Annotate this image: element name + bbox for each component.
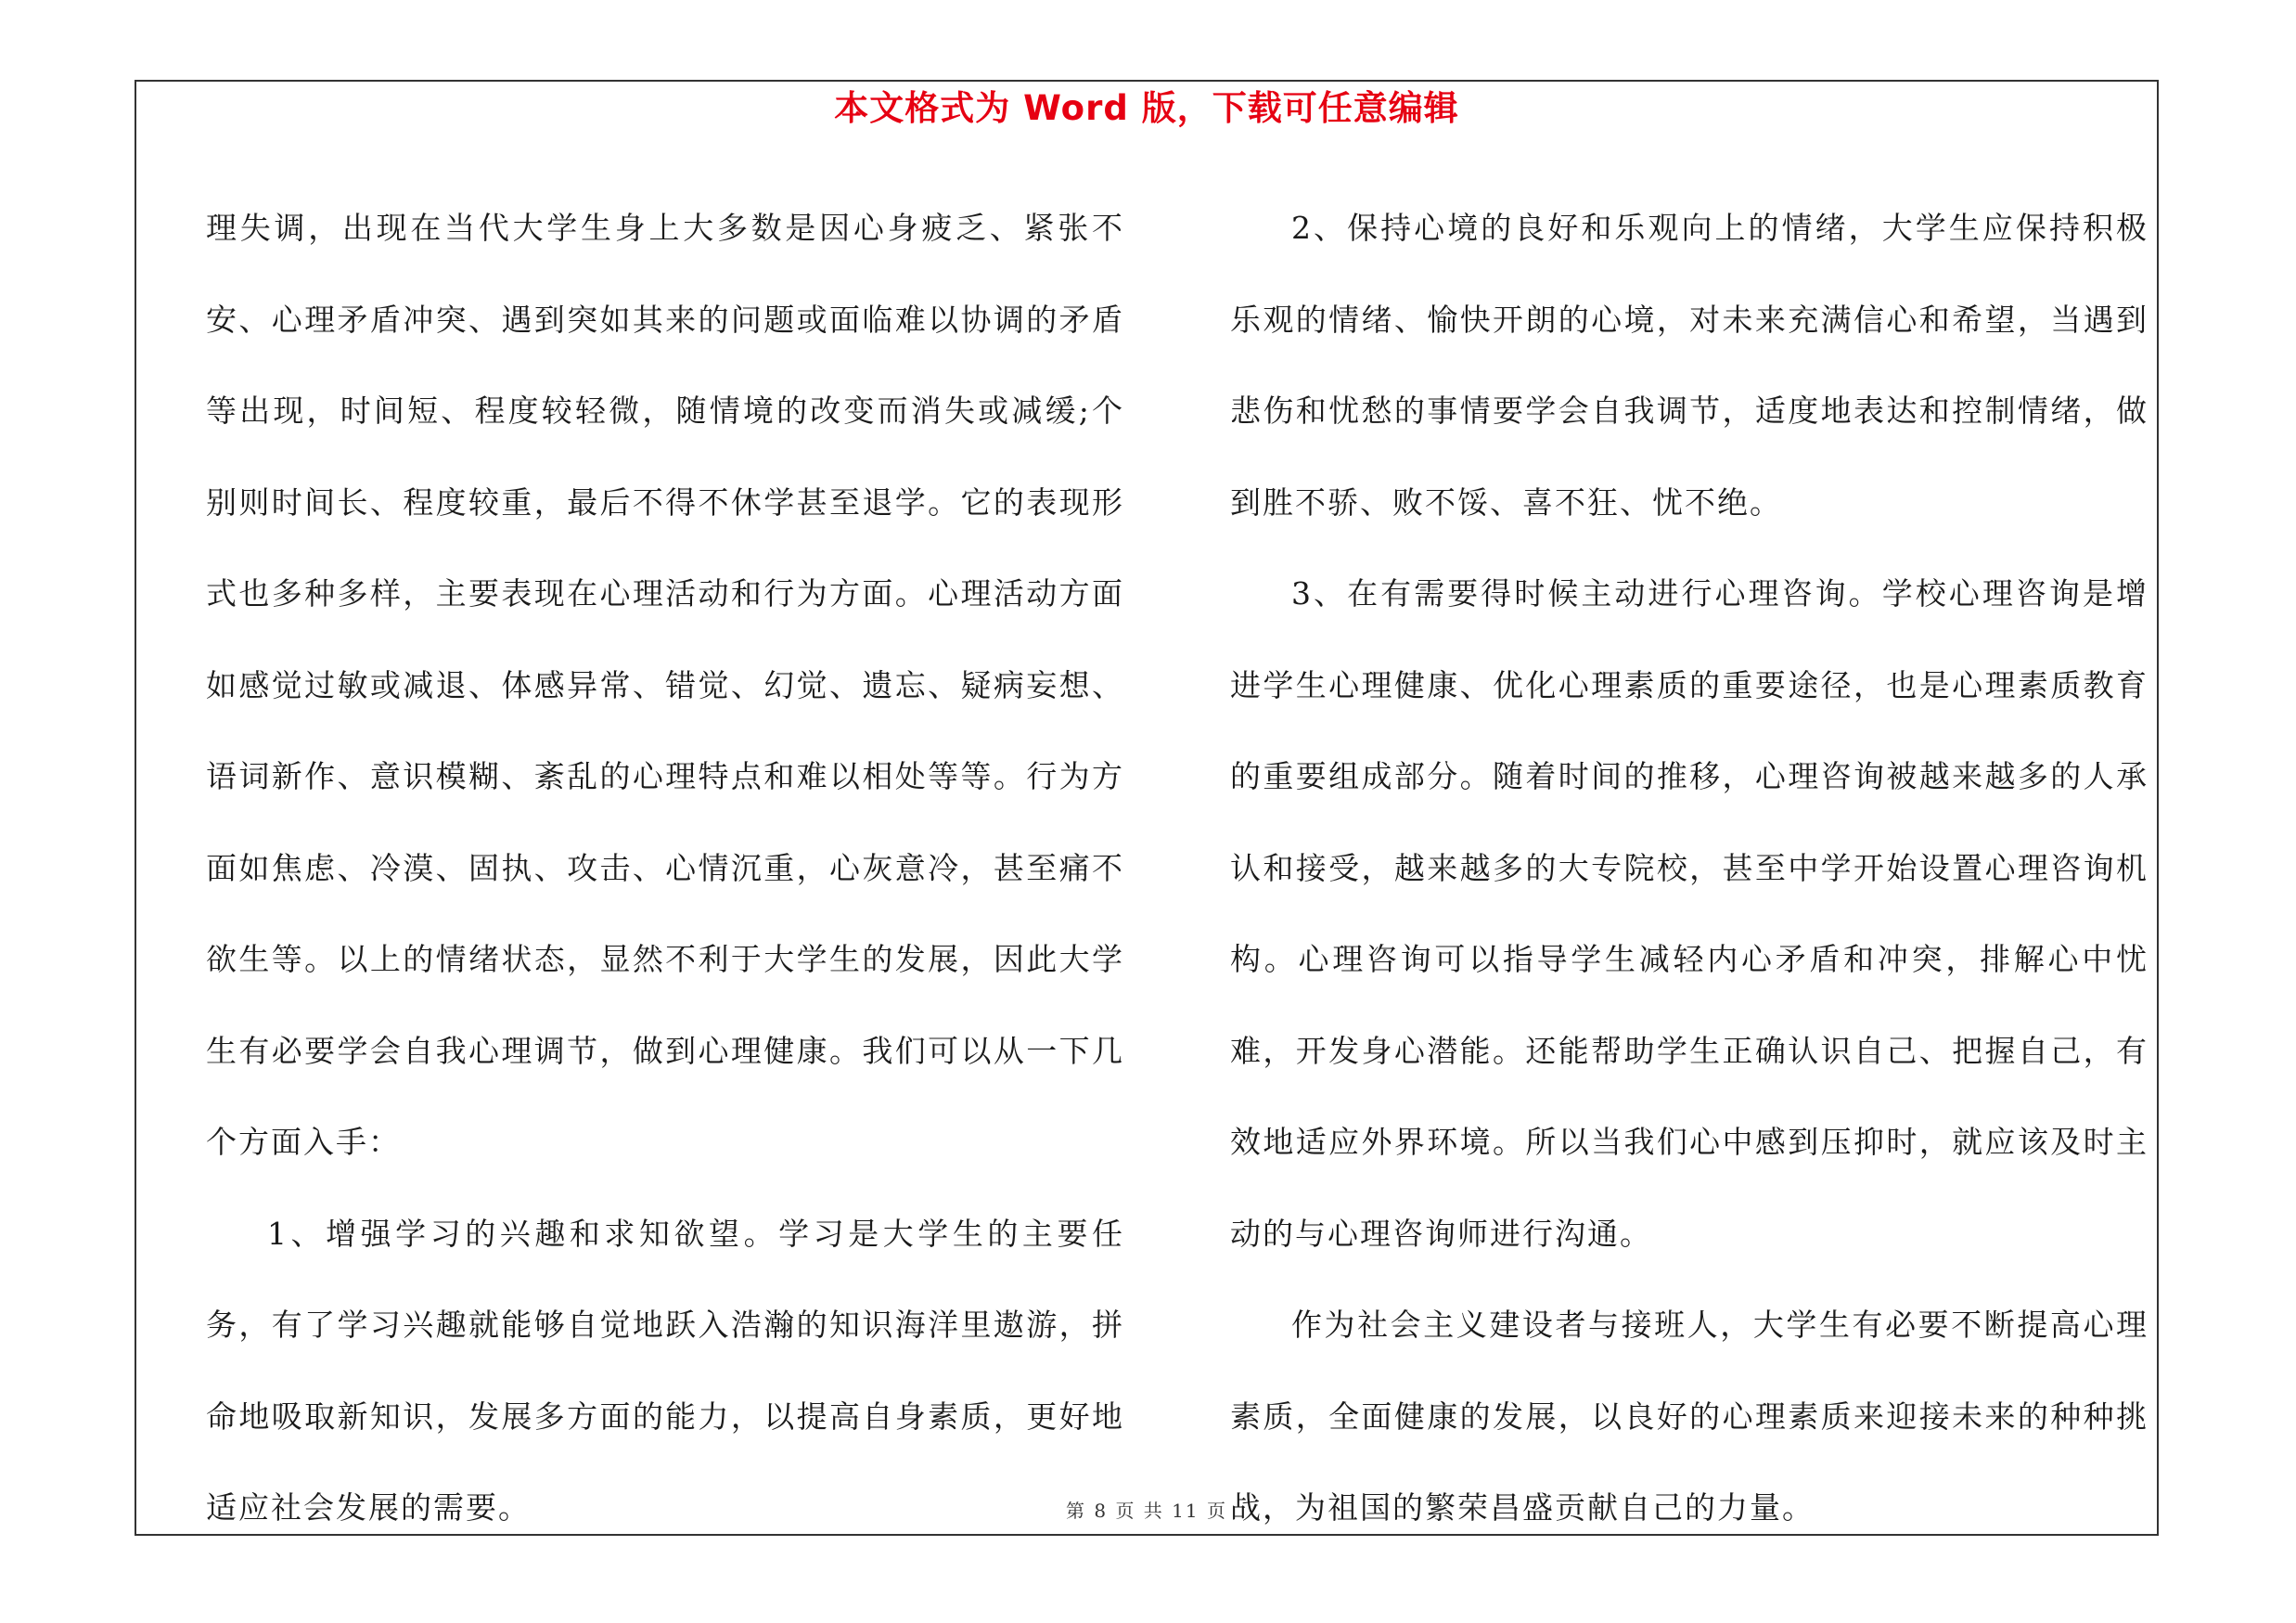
paragraph: 1、增强学习的兴趣和求知欲望。学习是大学生的主要任务，有了学习兴趣就能够自觉地跃入浩瀚的知识海洋里遨游，拼命地吸取新知识，发展多方面的能力，以提高自身素质，更好地适应社会发展的需要。 [206, 1215, 1124, 1526]
paragraph: 2、保持心境的良好和乐观向上的情绪，大学生应保持积极乐观的情绪、愉快开朗的心境，对未来充满信心和希望，当遇到悲伤和忧愁的事情要学会自我调节，适度地表达和控制情绪，做到胜不骄、败不馁、喜不狂、忧不绝。 [1230, 210, 2148, 521]
header-banner: 本文格式为 Word 版，下载可任意编辑 [834, 88, 1459, 128]
page-footer: 第 8 页 共 11 页 [1066, 1500, 1227, 1522]
paragraph: 作为社会主义建设者与接班人，大学生有必要不断提高心理素质，全面健康的发展，以良好的心理素质来迎接未来的种种挑战，为祖国的繁荣昌盛贡献自己的力量。 [1230, 1307, 2148, 1526]
right-column [1230, 183, 2148, 1554]
paragraph: 3、在有需要得时候主动进行心理咨询。学校心理咨询是增进学生心理健康、优化心理素质的重要途径，也是心理素质教育的重要组成部分。随着时间的推移，心理咨询被越来越多的人承认和接受，越来越多的大专院校，甚至中学开始设置心理咨询机构。心理咨询可以指导学生减轻内心矛盾和冲突，排解心中忧难，开发身心潜能。还能帮助学生正确认识自己、把握自己，有效地适应外界环境。所以当我们心中感到压抑时，就应该及时主动的与心理咨询师进行沟通。 [1230, 575, 2148, 1252]
left-column [206, 183, 1124, 1554]
paragraph: 理失调，出现在当代大学生身上大多数是因心身疲乏、紧张不安、心理矛盾冲突、遇到突如其来的问题或面临难以协调的矛盾等出现，时间短、程度较轻微，随情境的改变而消失或减缓;个别则时间长、程度较重，最后不得不休学甚至退学。它的表现形式也多种多样，主要表现在心理活动和行为方面。心理活动方面如感觉过敏或减退、体感异常、错觉、幻觉、遗忘、疑病妄想、语词新作、意识模糊、紊乱的心理特点和难以相处等等。行为方面如焦虑、冷漠、固执、攻击、心情沉重，心灰意冷，甚至痛不欲生等。以上的情绪状态，显然不利于大学生的发展，因此大学生有必要学会自我心理调节，做到心理健康。我们可以从一下几个方面入手： [206, 210, 1124, 1160]
